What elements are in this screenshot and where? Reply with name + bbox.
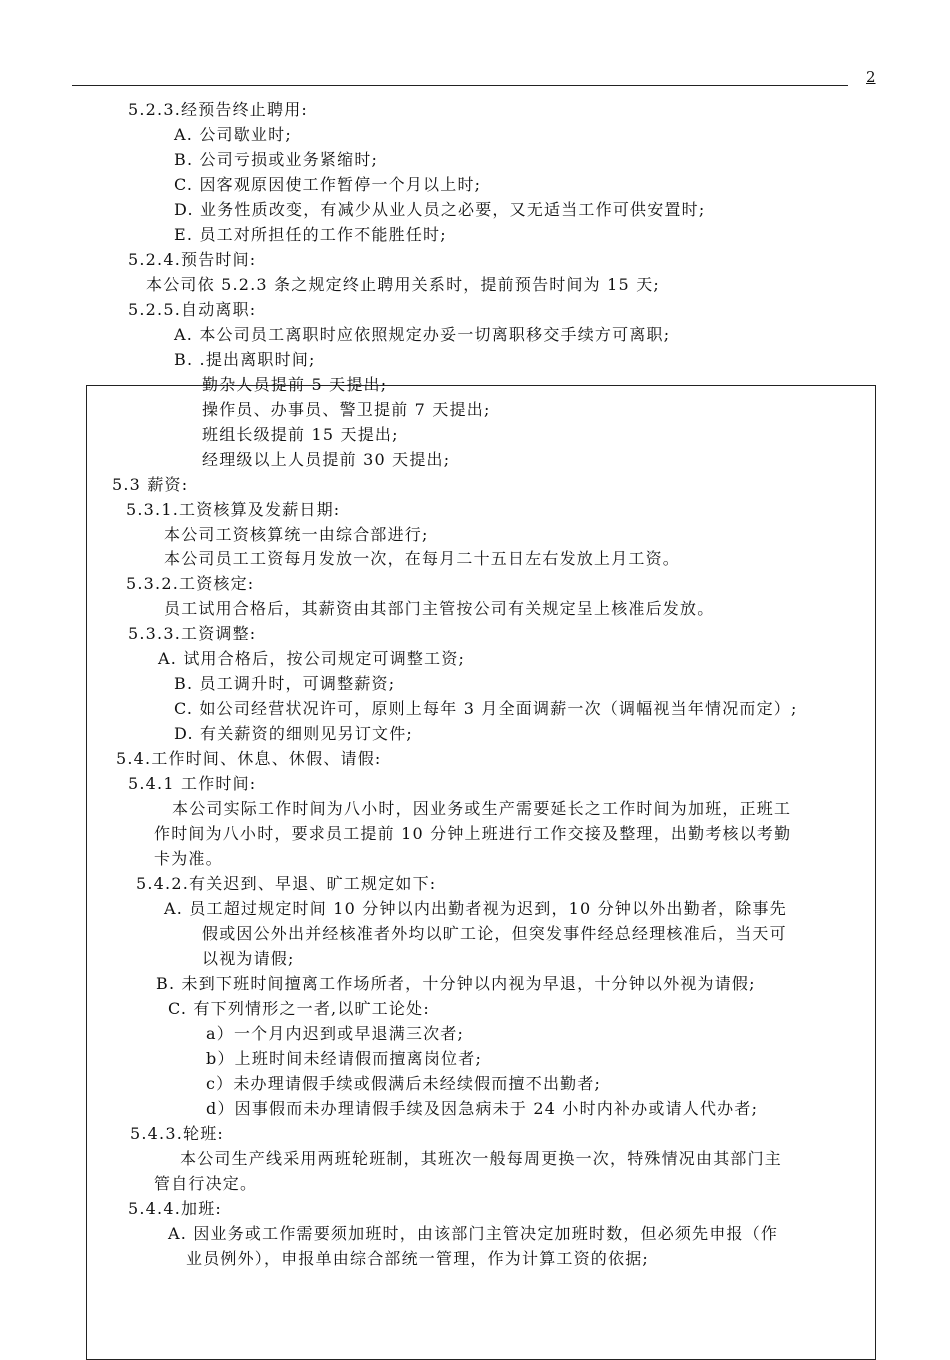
- list-subitem: c）未办理请假手续或假满后未经续假而擅不出勤者;: [206, 1074, 602, 1093]
- paragraph: 员工试用合格后，其薪资由其部门主管按公司有关规定呈上核准后发放。: [164, 599, 715, 618]
- list-subitem: 经理级以上人员提前 30 天提出;: [202, 450, 451, 469]
- header-rule: [72, 85, 848, 86]
- list-item: A. 因业务或工作需要须加班时，由该部门主管决定加班时数，但必须先申报（作: [168, 1224, 779, 1243]
- paragraph: 本公司员工工资每月发放一次，在每月二十五日左右发放上月工资。: [164, 549, 681, 568]
- list-item: A. 本公司员工离职时应依照规定办妥一切离职移交手续方可离职;: [174, 325, 671, 344]
- list-item: D. 业务性质改变，有减少从业人员之必要，又无适当工作可供安置时;: [174, 200, 706, 219]
- list-item: C. 因客观原因使工作暂停一个月以上时;: [174, 175, 482, 194]
- list-subitem: b）上班时间未经请假而擅离岗位者;: [206, 1049, 483, 1068]
- heading-5-4-3: 5.4.3.轮班:: [130, 1124, 224, 1143]
- list-subitem: 操作员、办事员、警卫提前 7 天提出;: [202, 400, 491, 419]
- list-item: B. 未到下班时间擅离工作场所者，十分钟以内视为早退，十分钟以外视为请假;: [156, 974, 756, 993]
- heading-5-2-3: 5.2.3.经预告终止聘用:: [128, 100, 308, 119]
- paragraph: 管自行决定。: [154, 1174, 258, 1193]
- list-item: A. 员工超过规定时间 10 分钟以内出勤者视为迟到，10 分钟以外出勤者，除事先: [164, 899, 787, 918]
- list-subitem: a）一个月内迟到或早退满三次者;: [206, 1024, 465, 1043]
- list-subitem: 勤杂人员提前 5 天提出;: [202, 375, 388, 394]
- list-item: B. 员工调升时，可调整薪资;: [174, 674, 396, 693]
- list-item: D. 有关薪资的细则见另订文件;: [174, 724, 414, 743]
- page-number: 2: [866, 68, 876, 86]
- list-item: E. 员工对所担任的工作不能胜任时;: [174, 225, 447, 244]
- paragraph: 本公司依 5.2.3 条之规定终止聘用关系时，提前预告时间为 15 天;: [146, 275, 661, 294]
- list-item: A. 试用合格后，按公司规定可调整工资;: [158, 649, 466, 668]
- list-item: C. 有下列情形之一者,以旷工论处:: [168, 999, 430, 1018]
- paragraph: 作时间为八小时，要求员工提前 10 分钟上班进行工作交接及整理，出勤考核以考勤: [154, 824, 792, 843]
- heading-5-3-2: 5.3.2.工资核定:: [126, 574, 255, 593]
- heading-5-4-2: 5.4.2.有关迟到、早退、旷工规定如下:: [136, 874, 437, 893]
- heading-5-4-4: 5.4.4.加班:: [128, 1199, 222, 1218]
- paragraph: 本公司生产线采用两班轮班制，其班次一般每周更换一次，特殊情况由其部门主: [180, 1149, 783, 1168]
- section-heading-5-4: 5.4.工作时间、休息、休假、请假:: [116, 749, 382, 768]
- list-subitem: 班组长级提前 15 天提出;: [202, 425, 399, 444]
- heading-5-3-1: 5.3.1.工资核算及发薪日期:: [126, 500, 341, 519]
- list-item-continued: 业员例外），申报单由综合部统一管理，作为计算工资的依据;: [186, 1249, 649, 1268]
- list-subitem: d）因事假而未办理请假手续及因急病未于 24 小时内补办或请人代办者;: [206, 1099, 759, 1118]
- paragraph: 卡为准。: [154, 849, 223, 868]
- heading-5-3-3: 5.3.3.工资调整:: [128, 624, 257, 643]
- paragraph: 本公司工资核算统一由综合部进行;: [164, 525, 429, 544]
- list-item: B. .提出离职时间;: [174, 350, 316, 369]
- list-item: A. 公司歇业时;: [174, 125, 292, 144]
- list-item-continued: 以视为请假;: [202, 949, 295, 968]
- heading-5-4-1: 5.4.1 工作时间:: [128, 774, 257, 793]
- section-heading-5-3: 5.3 薪资:: [112, 475, 189, 494]
- heading-5-2-5: 5.2.5.自动离职:: [128, 300, 257, 319]
- list-item-continued: 假或因公外出并经核准者外均以旷工论，但突发事件经总经理核准后，当天可: [202, 924, 787, 943]
- heading-5-2-4: 5.2.4.预告时间:: [128, 250, 257, 269]
- paragraph: 本公司实际工作时间为八小时，因业务或生产需要延长之工作时间为加班，正班工: [172, 799, 792, 818]
- list-item: C. 如公司经营状况许可，原则上每年 3 月全面调薪一次（调幅视当年情况而定）;: [174, 699, 798, 718]
- list-item: B. 公司亏损或业务紧缩时;: [174, 150, 379, 169]
